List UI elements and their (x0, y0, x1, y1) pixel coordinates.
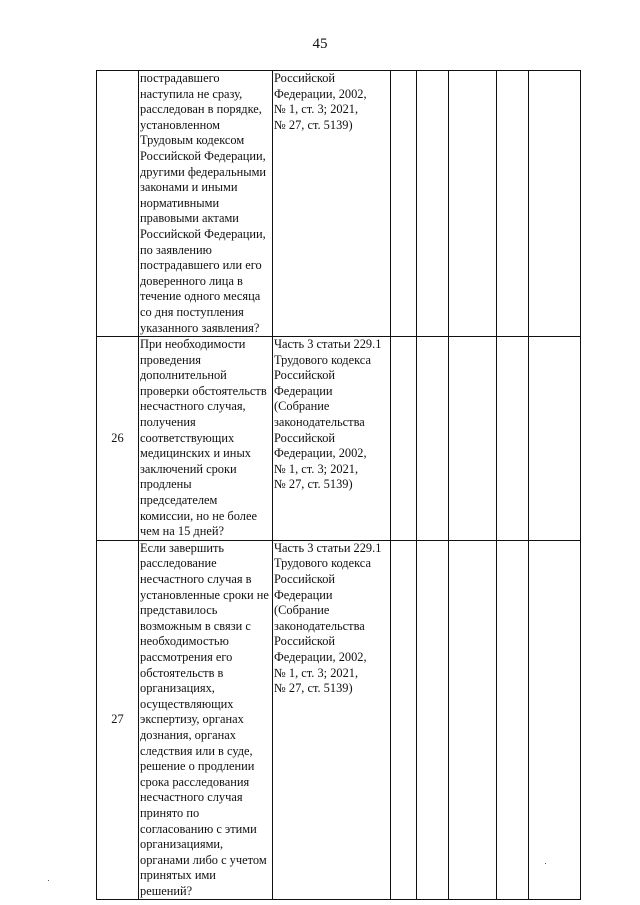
row-number: 27 (97, 540, 139, 900)
question-cell: Если завершить расследование несчастного случая в установленные сроки не представилось возможным в связи с необходимостью рассмотрения его обстоятельств в организациях, осуществляющих экспертизу, органах дознания, органах следствия или в суде, решение о продлении срока расследования несчастного случая принято по согласованию с этими организациями, органами либо с учетом принятых ими решений? (139, 540, 273, 900)
note-cell (529, 540, 581, 900)
answer-cell-not-applicable (449, 337, 497, 541)
answer-cell-yes (391, 540, 417, 900)
question-cell: пострадавшего наступила не сразу, расследован в порядке, установленном Трудовым кодексом Российской Федерации, другими федеральными законами и иными нормативными правовыми актами Российской Федерации, по заявлению пострадавшего или его доверенного лица в течение одного месяца со дня поступления указанного заявления? (139, 71, 273, 337)
answer-cell-not-applicable (449, 540, 497, 900)
answer-cell-no (417, 71, 449, 337)
note-cell (529, 337, 581, 541)
page-number: 45 (312, 36, 328, 52)
question-cell: При необходимости проведения дополнительной проверки обстоятельств несчастного случая, получения соответствующих медицинских и иных заключений сроки продлены председателем комиссии, но не более чем на 15 дней? (139, 337, 273, 541)
answer-cell-extra (497, 540, 529, 900)
answer-cell-yes (391, 337, 417, 541)
legal-reference-cell: Часть 3 статьи 229.1 Трудового кодекса Российской Федерации (Собрание законодательства Российской Федерации, 2002, № 1, ст. 3; 2021, № 27, ст. 5139) (273, 540, 391, 900)
answer-cell-yes (391, 71, 417, 337)
checklist-table (96, 70, 581, 900)
answer-cell-not-applicable (449, 71, 497, 337)
row-number (97, 71, 139, 337)
answer-cell-no (417, 337, 449, 541)
scan-speck (48, 880, 49, 881)
note-cell (529, 71, 581, 337)
row-number: 26 (97, 337, 139, 541)
table-row (97, 71, 581, 337)
answer-cell-extra (497, 337, 529, 541)
table-row (97, 540, 581, 900)
answer-cell-extra (497, 71, 529, 337)
answer-cell-no (417, 540, 449, 900)
legal-reference-cell: Российской Федерации, 2002, № 1, ст. 3; 2021, № 27, ст. 5139) (273, 71, 391, 337)
table-row (97, 337, 581, 541)
scan-speck (545, 863, 546, 864)
legal-reference-cell: Часть 3 статьи 229.1 Трудового кодекса Российской Федерации (Собрание законодательства Российской Федерации, 2002, № 1, ст. 3; 2021, № 27, ст. 5139) (273, 337, 391, 541)
